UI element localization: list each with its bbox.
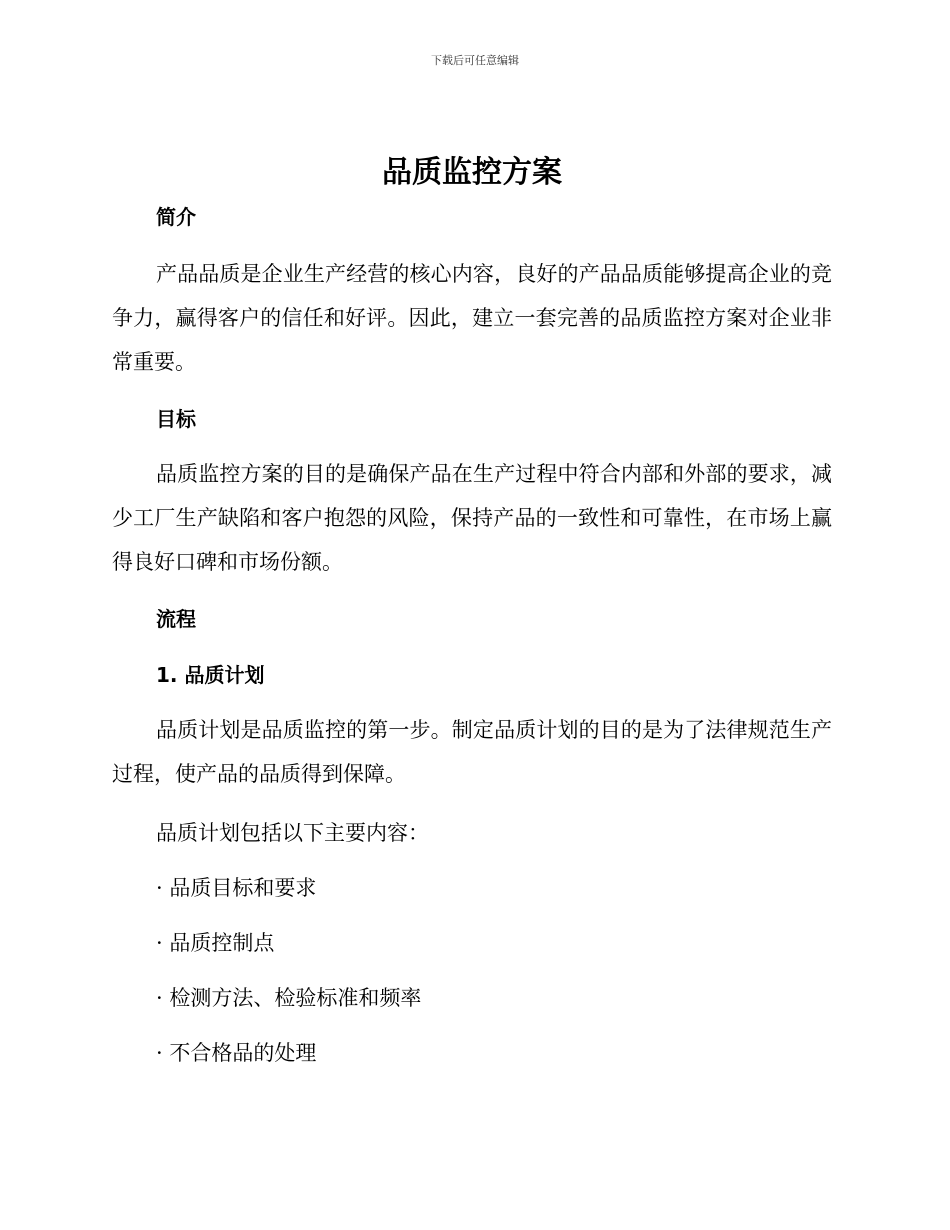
step1-heading: 1. 品质计划 — [156, 663, 265, 687]
list-item: · 不合格品的处理 — [156, 1041, 317, 1065]
plan-intro: 品质计划包括以下主要内容： — [156, 821, 429, 845]
section-heading-intro: 简介 — [156, 205, 196, 229]
list-item: · 品质控制点 — [156, 931, 275, 955]
intro-paragraph: 产品品质是企业生产经营的核心内容，良好的产品品质能够提高企业的竞争力，赢得客户的信任和好评。因此，建立一套完善的品质监控方案对企业非常重要。 — [112, 262, 832, 374]
document-title: 品质监控方案 — [382, 155, 562, 190]
document-body — [112, 150, 832, 1068]
goal-paragraph: 品质监控方案的目的是确保产品在生产过程中符合内部和外部的要求，减少工厂生产缺陷和客户抱怨的风险，保持产品的一致性和可靠性，在市场上赢得良好口碑和市场份额。 — [112, 462, 832, 574]
list-item: · 检测方法、检验标准和频率 — [156, 986, 422, 1010]
list-item: · 品质目标和要求 — [156, 876, 317, 900]
header-note: 下载后可任意编辑 — [431, 54, 519, 67]
section-heading-goal: 目标 — [156, 407, 196, 431]
section-heading-process: 流程 — [156, 607, 196, 631]
step1-paragraph: 品质计划是品质监控的第一步。制定品质计划的目的是为了法律规范生产过程，使产品的品质得到保障。 — [112, 718, 832, 786]
